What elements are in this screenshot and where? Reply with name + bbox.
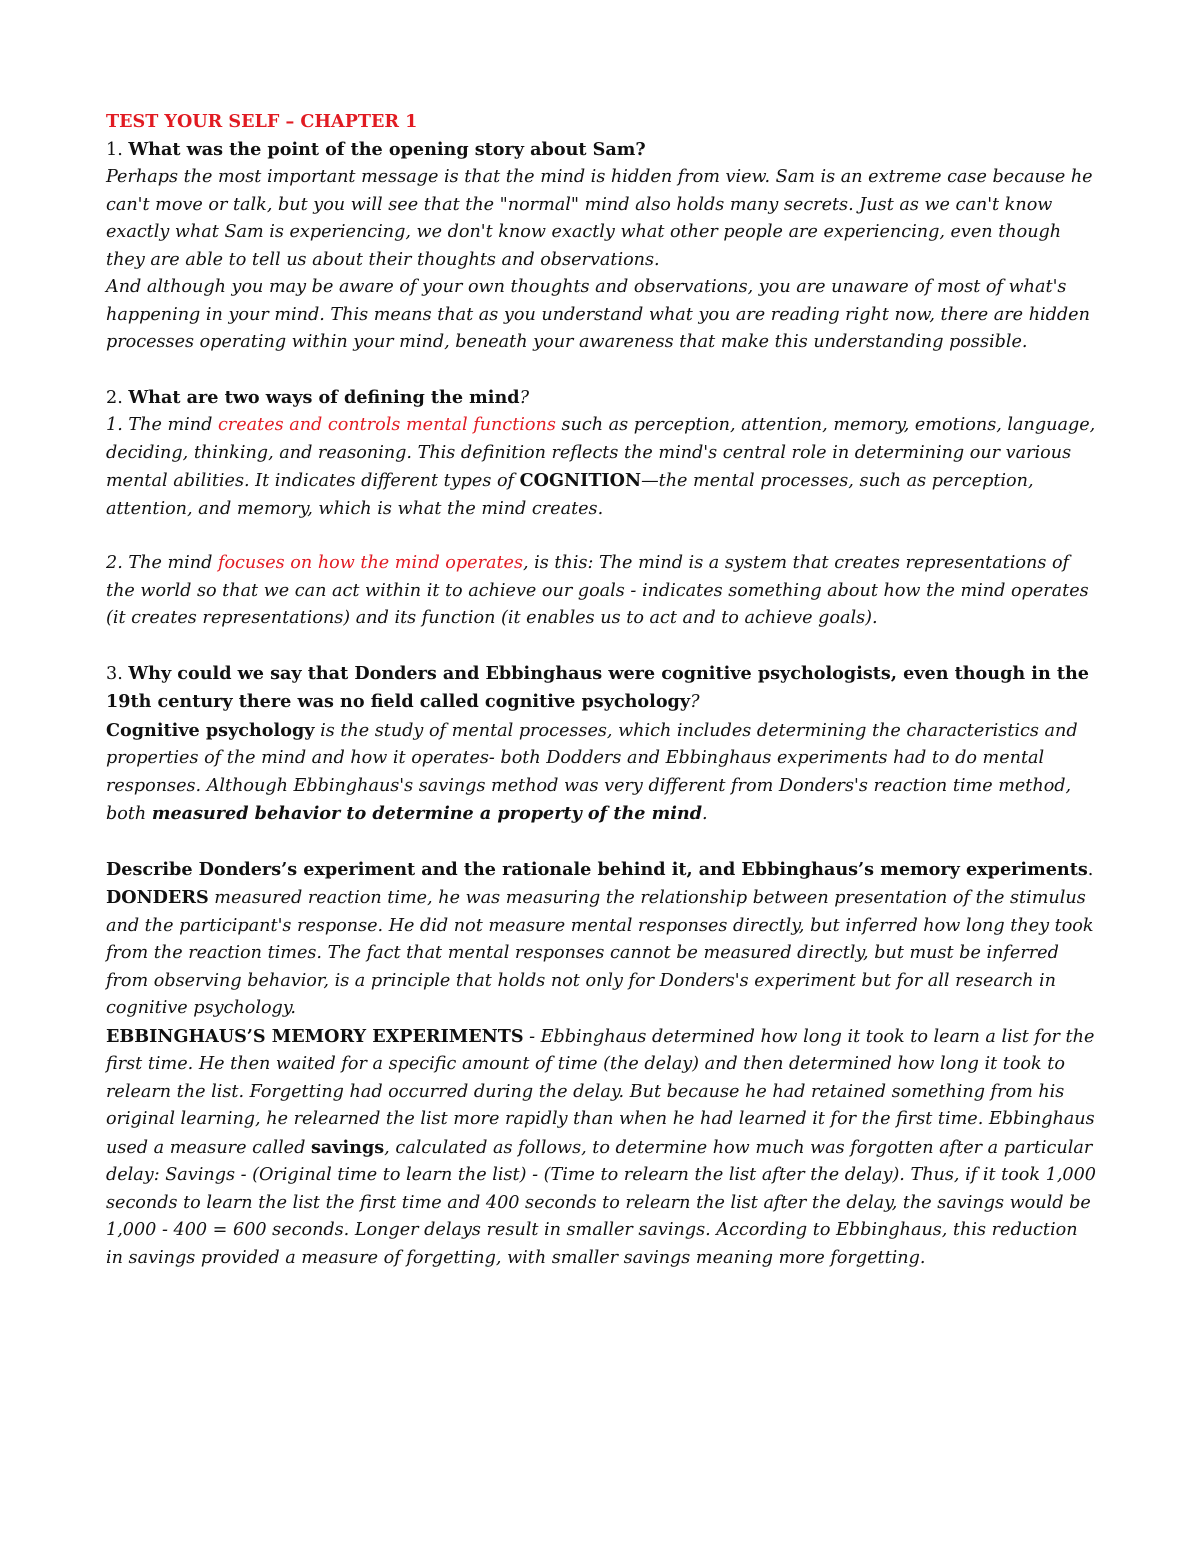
question-1-text: What was the point of the opening story about Sam?: [128, 138, 646, 160]
answer-2-def1-tail: —the mental processes, such as perception, attention, and memory, which is what the mind creates.: [106, 471, 1034, 519]
page-title: TEST YOUR SELF – CHAPTER 1: [106, 111, 418, 132]
answer-2-definition-1: [106, 412, 1096, 523]
answer-2-def2-prefix: 2. The mind: [106, 553, 218, 573]
question-2-number: 2.: [106, 387, 129, 408]
answer-2-def1-prefix: 1. The mind: [106, 415, 218, 435]
question-2-text: What are two ways of defining the mind: [128, 386, 520, 408]
answer-3-text: is the study of mental processes, which includes determining the characteristics and properties of the mind and how it operates- both Dodders and Ebbinghaus experiments had to do mental responses. Although Ebbinghaus's savings method was very different from Donders's reaction time method, both: [106, 720, 1078, 824]
question-4: [106, 856, 1096, 885]
question-3-number: 3.: [106, 663, 129, 684]
question-4-text: Describe Donders’s experiment and the rationale behind it, and Ebbinghaus’s memory experiments: [106, 858, 1088, 880]
answer-3-emphasis: measured behavior to determine a property of the mind: [151, 803, 702, 824]
question-1-number: 1.: [106, 139, 129, 160]
question-2-mark: ?: [519, 387, 529, 408]
cognitive-psychology-term: Cognitive psychology: [106, 719, 315, 741]
answer-2-def1-text: such as perception, attention, memory, emotions, language, deciding, thinking, and reasoning. This definition reflects the mind's central role in determining our various mental abilities. It indicates different types of: [106, 415, 1096, 491]
cognition-term: COGNITION: [519, 470, 642, 491]
donders-text: measured reaction time, he was measuring the relationship between presentation of the stimulus and the participant's response. He did not measure mental responses directly, but inferred how long they took from the reaction times. The fact that mental responses cannot be measured directly, but must be inferred from observing behavior, is a principle that holds not only for Donders's experiment but for all research in cognitive psychology.: [106, 888, 1094, 1018]
question-3-text: Why could we say that Donders and Ebbinghaus were cognitive psychologists, even though in the 19th century there was no field called cognitive psychology: [106, 662, 1089, 712]
answer-2-def1-highlight: creates and controls mental functions: [217, 415, 556, 435]
question-2: [106, 384, 1096, 413]
ebbinghaus-text: - Ebbinghaus determined how long it took to learn a list for the first time. He then waited for a specific amount of time (the delay) and then determined how long it took to relearn the list. Forgetting had occurred during the delay. But because he had retained something from his original learning, he relearned the list more rapidly than when he had learned it for the first time. Ebbinghaus used a measure called: [106, 1026, 1095, 1158]
ebbinghaus-paragraph: [106, 1023, 1096, 1273]
answer-1-paragraph-1: Perhaps the most important message is that the mind is hidden from view. Sam is an extreme case because he can't move or talk, but you will see that the "normal" mind also holds many secrets. Just as we can't know exactly what Sam is experiencing, we don't know exactly what other people are experiencing, even though they are able to tell us about their thoughts and observations.: [106, 167, 1093, 270]
donders-label: DONDERS: [106, 887, 209, 908]
question-4-end: .: [1087, 859, 1094, 880]
answer-3: [106, 717, 1096, 829]
answer-2-def2-highlight: focuses on how the mind operates: [217, 553, 523, 573]
question-3-mark: ?: [690, 692, 700, 712]
document-page: [106, 108, 1096, 1272]
answer-3-end: .: [702, 804, 708, 824]
answer-1-paragraph-2: And although you may be aware of your own thoughts and observations, you are unaware of most of what's happening in your mind. This means that as you understand what you are reading right now, there are hidden processes operating within your mind, beneath your awareness that make this understanding possible.: [106, 277, 1090, 352]
answer-2-def2-text: , is this: The mind is a system that creates representations of the world so that we can act within it to achieve our goals - indicates something about how the mind operates (it creates representations) and its function (it enables us to act and to achieve goals).: [106, 553, 1089, 628]
savings-term: savings: [310, 1136, 385, 1158]
ebbinghaus-tail: , calculated as follows, to determine how much was forgotten after a particular delay: Savings - (Original time to learn the list) - (Time to relearn the list after the delay). Thus, if it took 1,000 seconds to learn the list the first time and 400 seconds to relearn the list after the delay, the savings would be 1,000 - 400 = 600 seconds. Longer delays result in smaller savings. According to Ebbinghaus, this reduction in savings provided a measure of forgetting, with smaller savings meaning more forgetting.: [106, 1137, 1097, 1268]
ebbinghaus-label: EBBINGHAUS’S MEMORY EXPERIMENTS: [106, 1025, 524, 1047]
question-1: [106, 136, 1096, 165]
answer-2-definition-2: [106, 550, 1096, 633]
donders-paragraph: [106, 884, 1096, 1023]
question-3: [106, 660, 1096, 717]
